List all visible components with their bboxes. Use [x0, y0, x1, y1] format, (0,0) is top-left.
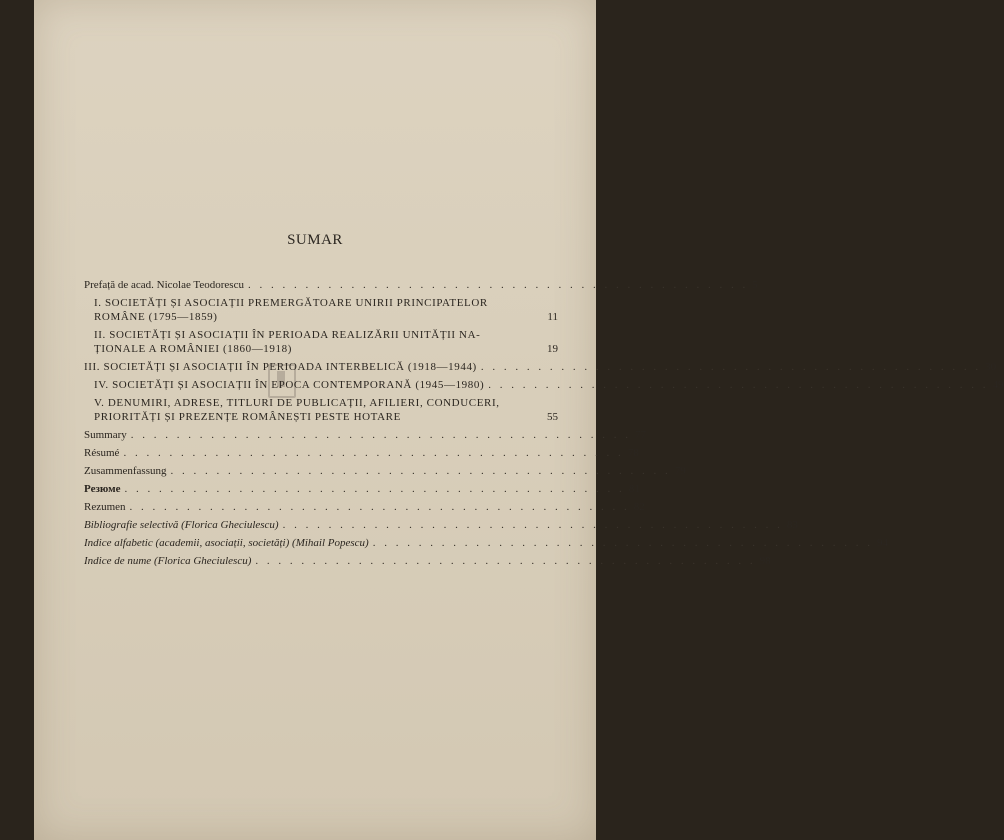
- toc-entry-name-index: Indice de nume (Florica Gheciulescu) . . . . . . . . . . . . . . . . . . . . . . . . . . . . . . . . . . . . . . . . . . . . 98: [84, 555, 771, 567]
- book-page: [34, 0, 1004, 840]
- toc-entry-chapter-2: II. SOCIETĂȚI ȘI ASOCIAȚII ÎN PERIOADA REALIZĂRII UNITĂȚII NA- ȚIONALE A ROMÂNIEI (1860—1918) 19: [94, 329, 558, 355]
- toc-entry-resume: Résumé . . . . . . . . . . . . . . . . . . . . . . . . . . . . . . . . . . . . . . . . . . . . 78: [84, 447, 639, 459]
- toc-entry-chapter-1: I. SOCIETĂȚI ȘI ASOCIAȚII PREMERGĂTOARE UNIRII PRINCIPATELOR ROMÂNE (1795—1859) 11: [94, 297, 558, 323]
- toc-entry-zusammenfassung: Zusammenfassung . . . . . . . . . . . . . . . . . . . . . . . . . . . . . . . . . . . . . . . . . . . . 79: [84, 465, 686, 477]
- toc-entry-chapter-4: IV. SOCIETĂȚI ȘI ASOCIAȚII ÎN EPOCA CONTEMPORANĂ (1945—1980) . . . . . . . . . . . . . . . . . . . . . . . . . . . . . . . . . . . . . . . . . . . . 49: [94, 379, 1004, 391]
- toc-entry-bibliography: Bibliografie selectivă (Florica Gheciulescu) . . . . . . . . . . . . . . . . . . . . . . . . . . . . . . . . . . . . . . . . . . . . 83: [84, 519, 798, 531]
- toc-entry-summary: Summary . . . . . . . . . . . . . . . . . . . . . . . . . . . . . . . . . . . . . . . . . . . . 77: [84, 429, 647, 441]
- toc-entry-preface: Prefață de acad. Nicolae Teodorescu . . . . . . . . . . . . . . . . . . . . . . . . . . . . . . . . . . . . . . . . . . . . 5: [84, 279, 758, 291]
- toc-entry-alphabetic-index: Indice alfabetic (academii, asociații, societăți) (Mihail Popescu) . . . . . . . . . . . . . . . . . . . . . . . . . . . . . . . . . . . . . . . . . . . . 94: [84, 537, 888, 549]
- toc-entry-rezume-ru: Резюме . . . . . . . . . . . . . . . . . . . . . . . . . . . . . . . . . . . . . . . . . . . . 81: [84, 483, 640, 495]
- page-title: SUMAR: [287, 232, 343, 248]
- toc-entry-chapter-3: III. SOCIETĂȚI ȘI ASOCIAȚII ÎN PERIOADA INTERBELICĂ (1918—1944) . . . . . . . . . . . . . . . . . . . . . . . . . . . . . . . . . . . . . . . . . . . . 30: [84, 361, 997, 373]
- table-of-contents: [84, 278, 1004, 572]
- toc-entry-chapter-5: V. DENUMIRI, ADRESE, TITLURI DE PUBLICAȚII, AFILIERI, CONDUCERI, PRIORITĂȚI ȘI PREZENȚE ROMÂNEȘTI PESTE HOTARE 55: [94, 397, 558, 423]
- toc-entry-rezumen: Rezumen . . . . . . . . . . . . . . . . . . . . . . . . . . . . . . . . . . . . . . . . . . . . 82: [84, 501, 645, 513]
